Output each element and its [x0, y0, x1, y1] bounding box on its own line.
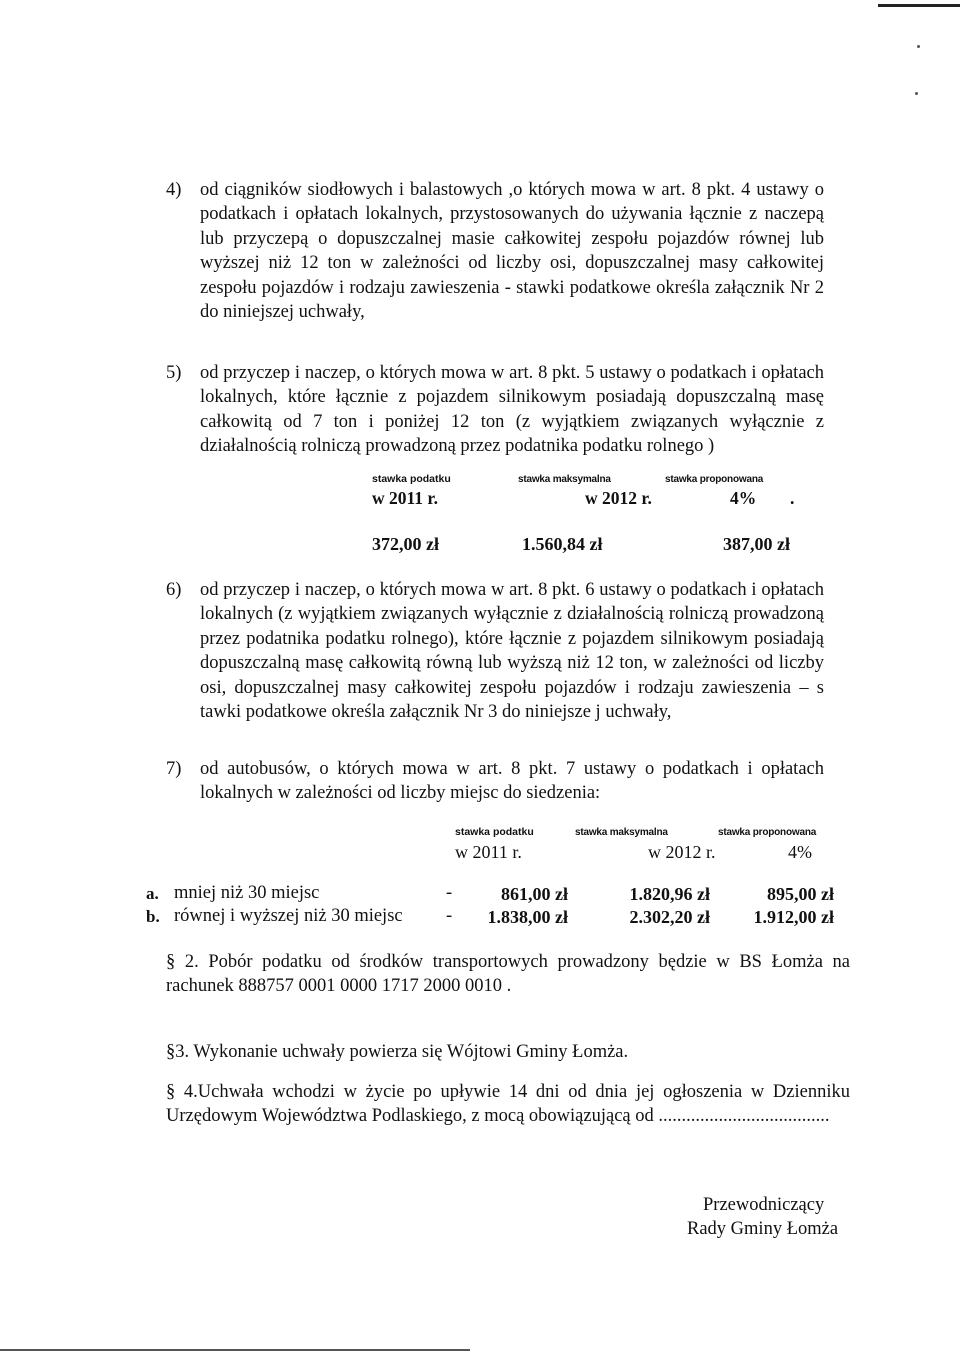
- year-2012: w 2012 r.: [585, 488, 652, 508]
- item-number-6: 6): [166, 580, 182, 600]
- row-letter: b.: [146, 907, 160, 926]
- scan-speck: [915, 92, 918, 95]
- year-2012: w 2012 r.: [648, 842, 716, 862]
- row-letter: a.: [146, 884, 159, 903]
- signature-body: Rady Gminy Łomża: [687, 1219, 839, 1239]
- percent: 4%: [730, 488, 757, 508]
- item-6-text: od przyczep i naczep, o których mowa w art. 8 pkt. 6 ustawy o podatkach i opłatach lokalnych (z wyjątkiem związanych wyłącznie z działalnością rolniczą prowadzoną przez podatnika podatku rolnego), które łącznie z pojazdem silnikowym posiadają dopuszczalną masę całkowitą równą lub wyższą niż 12 ton, w zależności od liczby osi, dopuszczalnej masy całkowitej zespołu pojazdów i rodzaju zawieszenia – s tawki podatkowe określa załącznik Nr 3 do niniejsze j uchwały,: [200, 580, 824, 723]
- max-rate-value: 1.560,84 zł: [522, 534, 603, 554]
- scan-edge-line: [878, 4, 960, 7]
- col-header-proposed-rate: stawka proponowana: [718, 827, 817, 838]
- item-4-text: od ciągników siodłowych i balastowych ,o których mowa w art. 8 pkt. 4 ustawy o podatkach i opłatach lokalnych, przystosowanych do używania łącznie z naczepą lub przyczepą o dopuszczalnej masie całkowitej zespołu pojazdów równej lub wyższej niż 12 ton w zależności od liczby osi, dopuszczalnej masy całkowitej zespołu pojazdów i rodzaju zawieszenia - stawki podatkowe określa załącznik Nr 2 do niniejszej uchwały,: [200, 180, 824, 323]
- trailing-dot: .: [790, 488, 795, 508]
- row-label: mniej niż 30 miejsc: [174, 883, 320, 903]
- rate-2011-value: 1.838,00 zł: [487, 907, 568, 927]
- year-2011: w 2011 r.: [455, 842, 522, 862]
- rate-2011-value: 372,00 zł: [372, 534, 439, 554]
- col-header-proposed-rate: stawka proponowana: [665, 474, 764, 485]
- proposed-rate-value: 387,00 zł: [723, 534, 790, 554]
- signature-title: Przewodniczący: [703, 1195, 825, 1215]
- percent: 4%: [788, 842, 812, 862]
- item-5-text: od przyczep i naczep, o których mowa w art. 8 pkt. 5 ustawy o podatkach i opłatach lokalnych, które łącznie z pojazdem silnikowym posiadają dopuszczalną masę całkowitą od 7 ton i poniżej 12 ton (z wyjątkiem związanych wyłącznie z działalnością rolniczą prowadzoną przez podatnika podatku rolnego ): [200, 363, 824, 457]
- col-header-max-rate: stawka maksymalna: [518, 474, 611, 485]
- col-header-rate: stawka podatku: [372, 473, 451, 485]
- col-header-max-rate: stawka maksymalna: [575, 827, 668, 838]
- section-2-text: § 2. Pobór podatku od środków transportowych prowadzony będzie w BS Łomża na rachunek 888757 0001 0000 1717 2000 0010 .: [166, 952, 850, 997]
- row-dash: -: [446, 883, 453, 903]
- year-2011: w 2011 r.: [372, 488, 438, 508]
- item-number-4: 4): [166, 180, 182, 200]
- item-7-text: od autobusów, o których mowa w art. 8 pkt. 7 ustawy o podatkach i opłatach lokalnych w zależności od liczby miejsc do siedzenia:: [200, 759, 824, 804]
- proposed-rate-value: 895,00 zł: [767, 884, 834, 904]
- item-number-7: 7): [166, 759, 182, 779]
- rate-2011-value: 861,00 zł: [501, 884, 568, 904]
- scan-speck: [917, 45, 920, 48]
- proposed-rate-value: 1.912,00 zł: [753, 907, 834, 927]
- max-rate-value: 1.820,96 zł: [629, 884, 710, 904]
- row-label: równej i wyższej niż 30 miejsc: [174, 906, 403, 926]
- section-3-text: §3. Wykonanie uchwały powierza się Wójtowi Gminy Łomża.: [166, 1042, 629, 1062]
- col-header-rate: stawka podatku: [455, 826, 534, 838]
- item-number-5: 5): [166, 363, 182, 383]
- row-dash: -: [446, 906, 453, 926]
- max-rate-value: 2.302,20 zł: [629, 907, 710, 927]
- section-4-text: § 4.Uchwała wchodzi w życie po upływie 14 dni od dnia jej ogłoszenia w Dzienniku Urzędowym Województwa Podlaskiego, z mocą obowiązującą od .....................................: [166, 1082, 850, 1127]
- scan-edge-line: [0, 1349, 470, 1351]
